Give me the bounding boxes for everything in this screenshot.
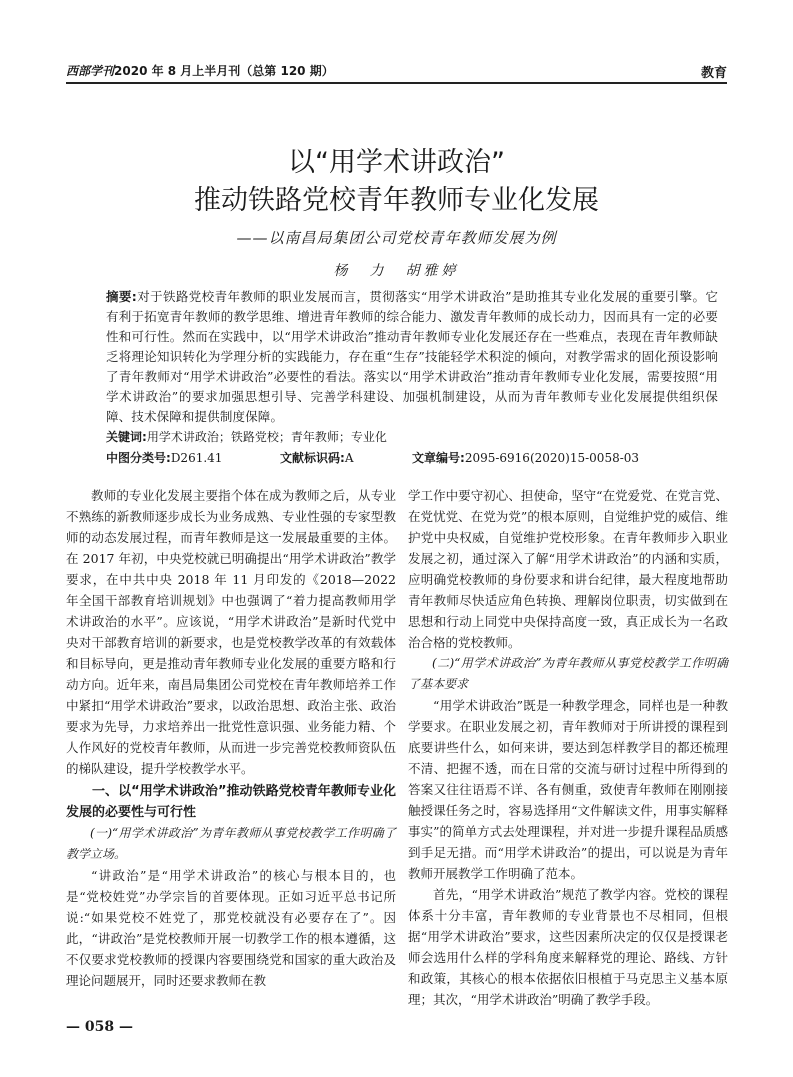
article-meta	[106, 449, 666, 467]
journal-name: 西部学刊	[66, 64, 115, 78]
paragraph: “讲政治”是“用学术讲政治”的核心与根本目的，也是“党校姓党”办学宗旨的首要体现。正如习近平总书记所说:“如果党校不姓党了，那党校就没有必要存在了”。因此，“讲政治”是党校教师开展一切教学工作的根本遵循，这不仅要求党校教师的授课内容要围绕党和国家的重大政治及理论问题展开，同时还要求教师在教	[66, 868, 396, 988]
clc-value: D261.41	[170, 451, 223, 465]
issue-info: 2020 年 8 月上半月刊（总第 120 期）	[114, 64, 334, 78]
paragraph: 学工作中要守初心、担使命，坚守“在党爱党、在党言党、在党忧党、在党为党”的根本原则，自觉维护党的威信、维护党中央权威，自觉维护党校形象。在青年教师步入职业发展之初，通过深入了解“用学术讲政治”的内涵和实质，应明确党校教师的身份要求和讲台纪律，最大程度地帮助青年教师尽快适应角色转换、理解岗位职责，切实做到在思想和行动上同党中央保持高度一致，真正成长为一名政治合格的党校教师。	[408, 488, 728, 650]
clc-label: 中图分类号:	[106, 451, 171, 465]
doc-label: 文献标识码:	[280, 451, 345, 465]
body-column-left	[66, 485, 396, 991]
keywords-label: 关键词:	[106, 430, 147, 444]
abstract-text: 对于铁路党校青年教师的职业发展而言，贯彻落实“用学术讲政治”是助推其专业化发展的重要引擎。它有利于拓宽青年教师的教学思维、增进青年教师的综合能力、激发青年教师的成长动力，因而具有一定的必要性和可行性。然而在实践中，以“用学术讲政治”推动青年教师专业化发展还存在一些难点，表现在青年教师缺乏将理论知识转化为学理分析的实践能力，存在重“生存”技能轻学术积淀的倾向，对教学需求的固化预设影响了青年教师对“用学术讲政治”必要性的看法。落实以“用学术讲政治”推动青年教师专业化发展，需要按照“用学术讲政治”的要求加强思想引导、完善学科建设、加强机制建设，从而为青年教师专业化发展提供组织保障、技术保障和提供制度保障。	[106, 289, 719, 424]
section-label: 教育	[700, 66, 727, 81]
abstract-label: 摘要:	[106, 289, 137, 304]
page-number: — 058 —	[66, 1019, 133, 1035]
article-number	[412, 449, 639, 466]
paragraph: 首先，“用学术讲政治”规范了教学内容。党校的课程体系十分丰富，青年教师的专业背景也不尽相同，但根据“用学术讲政治”要求，这些因素所决定的仅仅是授课老师会选用什么样的学科角度来解释党的理论、路线、方针和政策，其核心的根本依据依旧根植于马克思主义基本原理；其次，“用学术讲政治”明确了教学手段。	[408, 887, 728, 1007]
section-heading: 一、以“用学术讲政治”推动铁路党校青年教师专业化发展的必要性与可行性	[66, 784, 396, 820]
title-line-1: 以“用学术讲政治”	[288, 147, 505, 178]
article-value: 2095-6916(2020)15-0058-03	[464, 451, 640, 465]
title-line-2: 推动铁路党校青年教师专业化发展	[194, 185, 599, 216]
subtitle: ——以南昌局集团公司党校青年教师发展为例	[236, 229, 557, 247]
subsection-heading: (二)“用学术讲政治”为青年教师从事党校教学工作明确了基本要求	[408, 656, 728, 691]
keywords-text: 用学术讲政治；铁路党校；青年教师；专业化	[146, 430, 387, 444]
doc-code	[280, 449, 353, 466]
body-column-right	[408, 485, 728, 1010]
keywords	[106, 428, 387, 445]
article-label: 文章编号:	[412, 451, 465, 465]
subsection-heading: (一)“用学术讲政治”为青年教师从事党校教学工作明确了教学立场。	[66, 826, 396, 861]
paragraph: “用学术讲政治”既是一种教学理念，同样也是一种教学要求。在职业发展之初，青年教师对于所讲授的课程到底要讲些什么，如何来讲，要达到怎样教学目的都还梳理不清、把握不透，而在日常的交流与研讨过程中所得到的答案又往往语焉不详、各有侧重，致使青年教师在刚刚接触授课任务之时，容易选择用“文件解读文件，用事实解释事实”的简单方式去处理课程，并对进一步提升课程品质感到手足无措。而“用学术讲政治”的提出，可以说是为青年教师开展教学工作明确了范本。	[408, 698, 728, 881]
abstract	[106, 287, 718, 427]
doc-value: A	[344, 451, 354, 465]
journal-issue	[66, 62, 334, 79]
authors: 杨 力 胡雅婷	[333, 263, 460, 279]
paragraph: 教师的专业化发展主要指个体在成为教师之后，从专业不熟练的新教师逐步成长为业务成熟、专业性强的专家型教师的动态发展过程，而青年教师是这一发展最重要的主体。在 2017 年初，中央党校就已明确提出“用学术讲政治”教学要求，在中共中央 2018 年 11 月印发的《2018—2022 年全国干部教育培训规划》中也强调了“着力提高教师用学术讲政治的水平”。应该说，“用学术讲政治”是新时代党中央对干部教育培训的新要求，也是党校教学改革的有效载体和目标导向，更是推动青年教师专业化发展的重要方略和行动方向。近年来，南昌局集团公司党校在青年教师培养工作中紧扣“用学术讲政治”要求，以政治思想、政治主张、政治要求为先导，力求培养出一批党性意识强、业务能力精、个人作风好的党校青年教师，从而进一步完善党校教师资队伍的梯队建设，提升学校教学水平。	[66, 488, 396, 776]
running-header	[66, 62, 727, 84]
clc-number	[106, 449, 222, 466]
